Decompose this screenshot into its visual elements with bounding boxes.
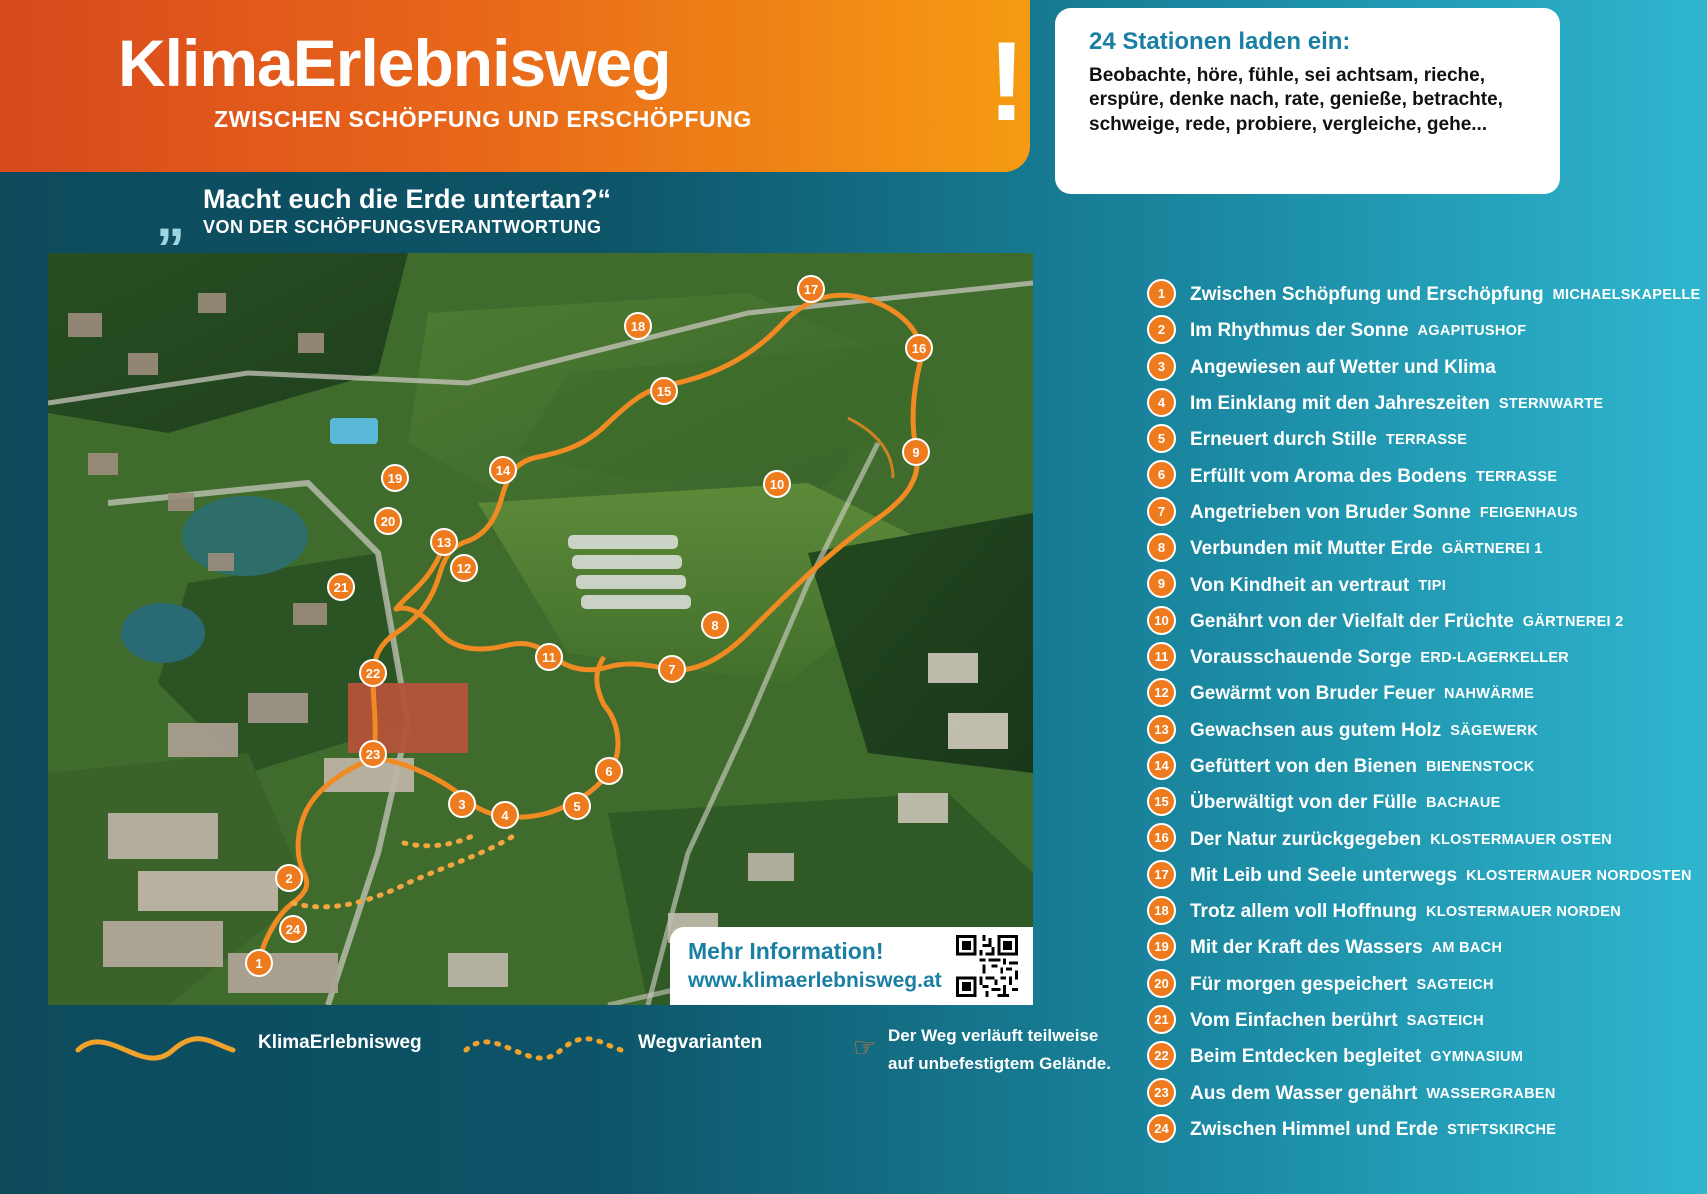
station-number: 8 [1147,533,1176,562]
station-number: 15 [1147,787,1176,816]
station-place: WASSERGRABEN [1426,1085,1556,1102]
stations-intro-body: Beobachte, höre, fühle, sei achtsam, rieche, erspüre, denke nach, rate, genieße, betrachte, schweige, rede, probiere, vergleiche, gehe... [1089,65,1503,135]
quote-mark-icon: „ [156,184,179,249]
station-title: Erfüllt vom Aroma des Bodens [1190,465,1467,487]
list-item[interactable] [1148,604,1688,640]
station-title: Von Kindheit an vertraut [1190,574,1410,596]
map-marker[interactable]: 19 [381,464,409,492]
station-place: NAHWÄRME [1443,686,1535,703]
map-marker[interactable]: 18 [624,312,652,340]
map-marker[interactable]: 6 [595,757,623,785]
legend-note-line2: auf unbefestigtem Gelände. [888,1054,1111,1073]
title-part1: Klima [118,26,293,100]
map-marker[interactable]: 5 [563,792,591,820]
list-item[interactable] [1148,495,1688,531]
legend-label-path: KlimaErlebnisweg [258,1032,422,1053]
station-place: SÄGEWERK [1450,722,1539,739]
station-number: 2 [1147,315,1176,344]
station-title: Im Einklang mit den Jahreszeiten [1190,393,1490,415]
map-marker[interactable]: 17 [797,275,825,303]
map-marker[interactable]: 8 [701,611,729,639]
more-information-headline: Mehr Information! [688,938,884,965]
stations-intro-heading: 24 Stationen laden ein: [1089,28,1351,55]
map-marker[interactable]: 21 [327,573,355,601]
station-place: KLOSTERMAUER OSTEN [1430,831,1613,848]
station-title: Mit der Kraft des Wassers [1190,937,1423,959]
station-number: 24 [1147,1114,1176,1143]
map-marker[interactable]: 23 [359,740,387,768]
station-number: 20 [1147,969,1176,998]
station-number: 23 [1147,1078,1176,1107]
station-title: Für morgen gespeichert [1190,973,1408,995]
station-place: MICHAELSKAPELLE [1552,287,1701,304]
station-place: FEIGENHAUS [1479,504,1578,521]
list-item[interactable] [1148,386,1688,422]
station-number: 18 [1147,896,1176,925]
title-part2: Erlebnisweg [292,26,671,100]
list-item[interactable] [1148,821,1688,857]
more-information-box[interactable] [670,927,1033,1005]
list-item[interactable] [1148,676,1688,712]
legend-label-variants: Wegvarianten [638,1032,763,1053]
station-place: BACHAUE [1425,795,1501,812]
quote-headline: Macht euch die Erde untertan?“ [203,184,612,214]
station-place: KLOSTERMAUER NORDEN [1425,904,1621,921]
station-place: ERD-LAGERKELLER [1420,650,1570,667]
map-marker[interactable]: 2 [275,864,303,892]
list-item[interactable] [1148,749,1688,785]
station-title: Vom Einfachen berührt [1190,1010,1398,1032]
station-number: 7 [1147,497,1176,526]
map-marker[interactable]: 15 [650,377,678,405]
list-item[interactable] [1148,313,1688,349]
list-item[interactable] [1148,858,1692,894]
station-place: TERRASSE [1385,432,1468,449]
list-item[interactable] [1148,458,1688,494]
station-number: 6 [1147,460,1176,489]
station-number: 11 [1147,642,1176,671]
station-title: Angetrieben von Bruder Sonne [1190,501,1471,523]
station-title: Gewachsen aus gutem Holz [1190,719,1442,741]
station-number: 5 [1147,424,1176,453]
list-item[interactable] [1148,422,1688,458]
map-marker[interactable]: 14 [489,456,517,484]
station-title: Beim Entdecken begleitet [1190,1046,1422,1068]
station-number: 17 [1147,860,1176,889]
legend-note-line1: Der Weg verläuft teilweise [888,1026,1099,1045]
list-item[interactable] [1148,1039,1688,1075]
legend-graphics [48,1010,1033,1092]
station-place: KLOSTERMAUER NORDOSTEN [1466,867,1692,884]
station-number: 14 [1147,751,1176,780]
quote-band [48,180,1033,250]
station-title: Zwischen Himmel und Erde [1190,1118,1439,1140]
map-marker[interactable]: 3 [448,790,476,818]
station-title: Erneuert durch Stille [1190,429,1377,451]
station-place: BIENENSTOCK [1425,759,1535,775]
list-item[interactable] [1148,531,1688,567]
pointing-hand-icon: ☞ [853,1032,877,1062]
list-item[interactable] [1148,1112,1688,1148]
station-place: TIPI [1418,577,1447,594]
map-marker[interactable]: 11 [535,643,563,671]
station-title: Gefüttert von den Bienen [1190,756,1417,777]
station-number: 10 [1147,606,1176,635]
station-place: AM BACH [1431,940,1503,957]
station-title: Zwischen Schöpfung und Erschöpfung [1190,284,1544,306]
station-title: Vorausschauende Sorge [1190,647,1412,669]
page-subtitle: ZWISCHEN SCHÖPFUNG UND ERSCHÖPFUNG [214,106,752,132]
quote-subline: VON DER SCHÖPFUNGSVERANTWORTUNG [203,217,602,237]
station-number: 3 [1147,352,1176,381]
station-title: Mit Leib und Seele unterwegs [1190,864,1458,886]
map-marker[interactable]: 10 [763,470,791,498]
map-imagery [48,253,1033,1005]
list-item[interactable] [1148,930,1688,966]
legend-bar [48,1010,1111,1092]
station-place: TERRASSE [1475,468,1558,485]
map-marker[interactable]: 7 [658,655,686,683]
station-title: Genährt von der Vielfalt der Früchte [1190,610,1514,632]
list-item[interactable] [1148,640,1688,676]
station-place: GÄRTNEREI 1 [1441,541,1543,558]
map-marker[interactable]: 24 [279,915,307,943]
list-item[interactable] [1148,785,1688,821]
list-item[interactable] [1148,1003,1688,1039]
station-title: Gewärmt von Bruder Feuer [1190,683,1435,705]
station-title: Trotz allem voll Hoffnung [1190,901,1417,923]
station-number: 1 [1147,279,1176,308]
station-place: GYMNASIUM [1430,1049,1524,1066]
station-title: Überwältigt von der Fülle [1190,792,1417,814]
list-item[interactable] [1148,1076,1688,1112]
list-item[interactable] [1148,277,1701,313]
station-number: 12 [1147,678,1176,707]
station-place: AGAPITUSHOF [1417,323,1527,340]
station-title: Der Natur zurückgegeben [1190,828,1422,850]
station-list [1148,277,1701,1148]
station-title: Verbunden mit Mutter Erde [1190,538,1433,560]
aerial-map[interactable] [48,253,1033,1005]
station-number: 22 [1147,1041,1176,1070]
list-item[interactable] [1148,713,1688,749]
map-marker[interactable]: 4 [491,801,519,829]
list-item[interactable] [1148,567,1688,603]
list-item[interactable] [1148,350,1688,386]
stations-intro-card [1055,8,1560,194]
station-place: SAGTEICH [1416,976,1494,993]
station-number: 4 [1147,388,1176,417]
station-title: Im Rhythmus der Sonne [1190,320,1409,342]
exclamation-mark: ! [988,19,1026,144]
map-marker[interactable]: 16 [905,334,933,362]
station-place: SAGTEICH [1406,1013,1484,1030]
station-number: 9 [1147,569,1176,598]
map-marker[interactable]: 12 [450,554,478,582]
station-number: 13 [1147,715,1176,744]
station-place: GÄRTNEREI 2 [1522,613,1624,630]
station-number: 21 [1147,1005,1176,1034]
map-marker[interactable]: 20 [374,507,402,535]
page-title [118,26,752,100]
station-title: Aus dem Wasser genährt [1190,1082,1418,1104]
station-number: 19 [1147,932,1176,961]
more-information-text [688,939,942,992]
map-marker[interactable]: 13 [430,528,458,556]
map-marker[interactable]: 22 [359,659,387,687]
station-title: Angewiesen auf Wetter und Klima [1190,356,1496,378]
list-item[interactable] [1148,894,1688,930]
map-marker[interactable]: 1 [245,949,273,977]
qr-code-icon [956,935,1018,997]
website-url[interactable]: www.klimaerlebnisweg.at [688,968,942,992]
title-block [118,26,752,133]
station-place: STIFTSKIRCHE [1447,1121,1557,1138]
list-item[interactable] [1148,967,1688,1003]
station-place: STERNWARTE [1498,396,1604,413]
map-marker[interactable]: 9 [902,438,930,466]
station-number: 16 [1147,823,1176,852]
